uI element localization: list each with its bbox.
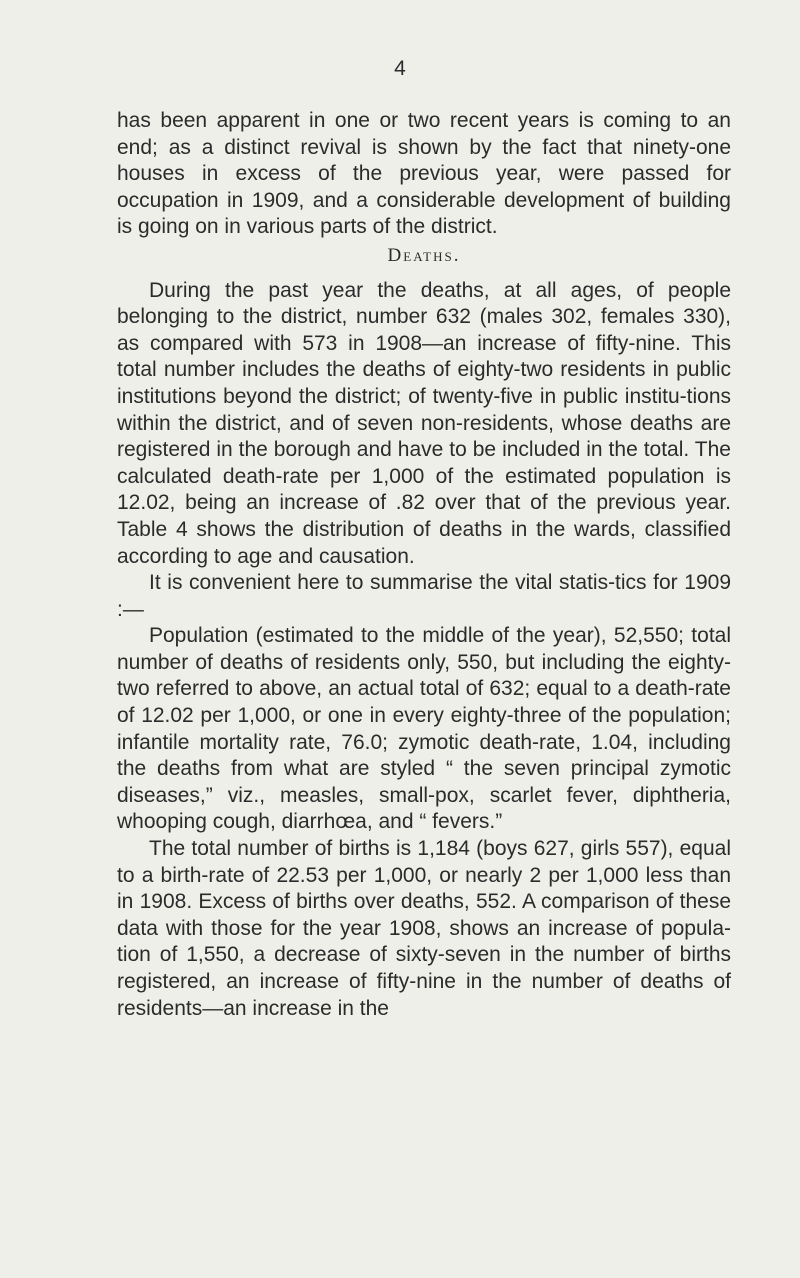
intro-paragraph: has been apparent in one or two recent years is coming to an end; as a distinct revival is shown by the fact that ninety-one houses in excess of the previous year, were passed for occupation in 1909, and a considerable development of building is going on in various parts of the district. <box>117 109 731 239</box>
deaths-paragraph-summary-intro: It is convenient here to summarise the vital statis-tics for 1909 :— <box>117 571 731 621</box>
deaths-paragraph-overview: During the past year the deaths, at all ages, of people belonging to the district, number 632 (males 302, females 330), as compared with 573 in 1908—an increase of fifty-nine. This total number includes the deaths of eighty-two residents in public institutions beyond the district; of twenty-five in public institu-tions within the district, and of seven non-residents, whose deaths are registered in the borough and have to be included in the total. The calculated death-rate per 1,000 of the estimated population is 12.02, being an increase of .82 over that of the previous year. Table 4 shows the distribution of deaths in the wards, classified according to age and causation. <box>117 278 731 568</box>
section-heading-deaths: Deaths. <box>387 244 461 266</box>
deaths-paragraph-births: The total number of births is 1,184 (boys 627, girls 557), equal to a birth-rate of 22.53 per 1,000, or nearly 2 per 1,000 less than in 1908. Excess of births over deaths, 552. A comparison of these data with those for the year 1908, shows an increase of popula-tion of 1,550, a decrease of sixty-seven in the number of births registered, an increase of fifty-nine in the number of deaths of residents—an increase in the <box>117 837 731 1020</box>
body-text <box>117 108 731 1022</box>
deaths-paragraph-population: Population (estimated to the middle of the year), 52,550; total number of deaths of residents only, 550, but including the eighty-two referred to above, an actual total of 632; equal to a death-rate of 12.02 per 1,000, or one in every eighty-three of the population; infantile mortality rate, 76.0; zymotic death-rate, 1.04, including the deaths from what are styled “ the seven principal zymotic diseases,” viz., measles, small-pox, scarlet fever, diphtheria, whooping cough, diarrhœa, and “ fevers.” <box>117 624 731 834</box>
page-number: 4 <box>394 57 406 80</box>
